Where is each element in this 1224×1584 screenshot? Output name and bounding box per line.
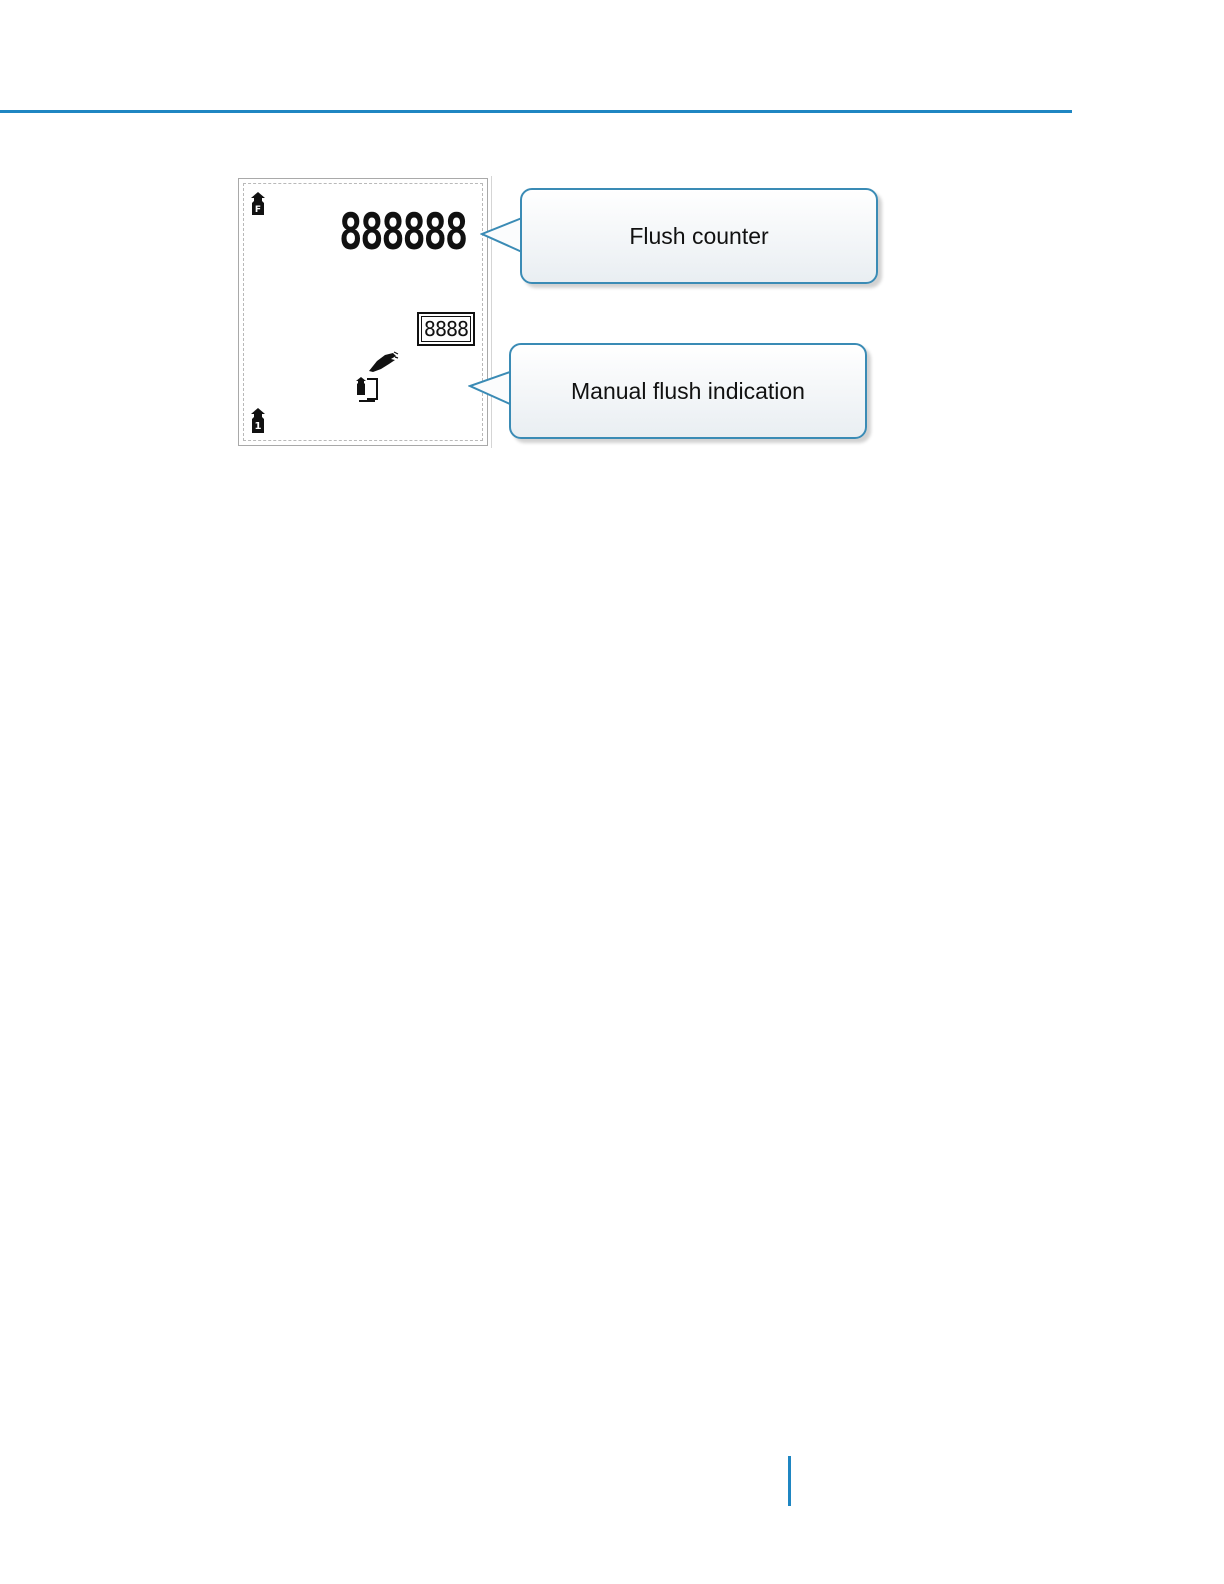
filter-f-icon xyxy=(249,191,267,219)
callout-pointer xyxy=(468,370,512,410)
footer-rule xyxy=(788,1456,791,1506)
svg-text:F: F xyxy=(254,205,262,215)
small-counter-digits: 8888 xyxy=(421,316,471,342)
manual-flush-icon xyxy=(353,375,383,403)
filter-1-icon xyxy=(249,407,267,437)
svg-text:1: 1 xyxy=(254,421,262,432)
flush-counter-digits: 888888 xyxy=(339,203,466,261)
small-counter-box xyxy=(417,312,475,346)
hand-icon xyxy=(367,351,399,373)
callout-pointer xyxy=(480,216,524,256)
header-rule xyxy=(0,110,1072,113)
manual-flush-callout: Manual flush indication xyxy=(509,343,867,439)
flush-counter-callout: Flush counter xyxy=(520,188,878,284)
lcd-figure xyxy=(236,176,896,456)
lcd-panel xyxy=(238,178,488,446)
